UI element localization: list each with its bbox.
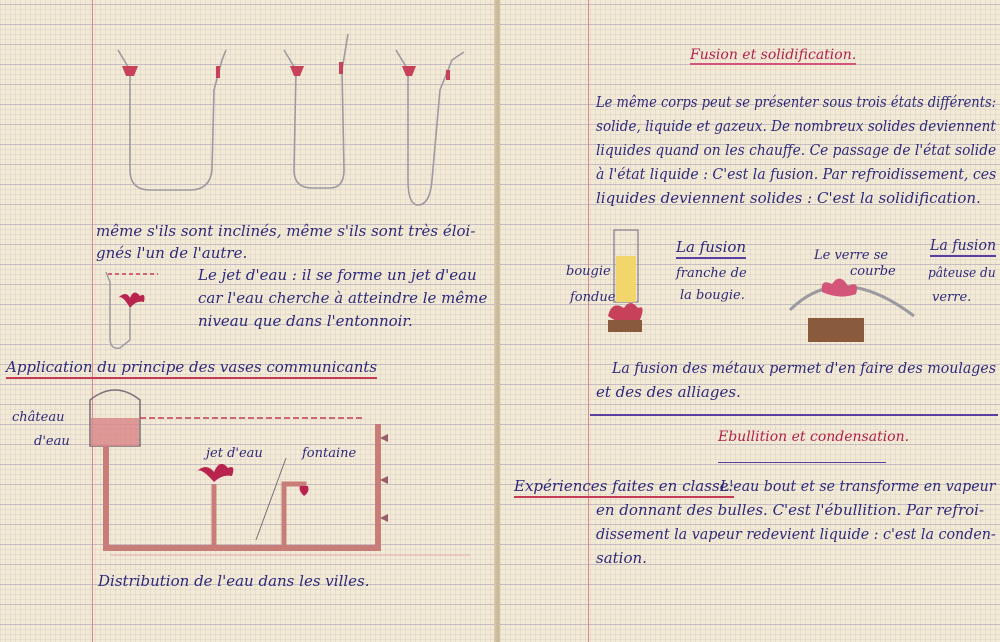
left-line-1: même s'ils sont inclinés, même s'ils sont très éloi- bbox=[96, 222, 476, 240]
fusion-line-3: liquides quand on les chauffe. Ce passage de l'état solide bbox=[596, 141, 997, 159]
fusion-line-2: solide, liquide et gazeux. De nombreux solides deviennent bbox=[596, 117, 996, 135]
experience-line-1: L'eau bout et se transforme en vapeur bbox=[720, 477, 996, 495]
fusion-franche-title bbox=[676, 238, 746, 256]
distribution-caption: Distribution de l'eau dans les villes. bbox=[98, 572, 370, 590]
jet-deau-label: jet d'eau bbox=[206, 446, 263, 461]
fusion-title-text: Fusion et solidification. bbox=[690, 47, 857, 63]
left-page bbox=[0, 0, 496, 642]
fusion-diagram bbox=[500, 220, 1000, 350]
fusion-line-1: Le même corps peut se présenter sous trois états différents: bbox=[596, 93, 997, 111]
metaux-line-1: La fusion des métaux permet d'en faire des moulages bbox=[612, 359, 997, 377]
chateau-label-1: château bbox=[12, 410, 65, 425]
fusion-franche-title-text: La fusion bbox=[676, 238, 746, 259]
application-title bbox=[6, 358, 377, 376]
bougie-label-1: bougie bbox=[566, 264, 611, 279]
vessels-sketch bbox=[0, 0, 496, 220]
ebullition-underline bbox=[718, 462, 886, 463]
experience-label bbox=[514, 477, 734, 495]
verre-label-2: courbe bbox=[850, 264, 896, 279]
experience-line-4: sation. bbox=[596, 549, 647, 567]
pateuse-label-1: pâteuse du bbox=[928, 266, 996, 281]
verre-label-1: Le verre se bbox=[814, 248, 889, 263]
left-line-5: niveau que dans l'entonnoir. bbox=[198, 312, 413, 330]
experience-label-text: Expériences faites en classe: bbox=[514, 477, 734, 498]
experience-line-3: dissement la vapeur redevient liquide : c'est la conden- bbox=[596, 525, 996, 543]
right-page bbox=[500, 0, 1000, 642]
chateau-label-2: d'eau bbox=[34, 434, 70, 449]
fusion-title bbox=[690, 46, 856, 64]
fusion-line-5: liquides deviennent solides : C'est la solidification. bbox=[596, 189, 981, 207]
franche-label-2: la bougie. bbox=[680, 288, 745, 303]
metaux-line-2: et des des alliages. bbox=[596, 383, 741, 401]
left-line-2: gnés l'un de l'autre. bbox=[96, 244, 248, 262]
water-distribution-diagram bbox=[0, 380, 496, 580]
application-title-text: Application du principe des vases communicants bbox=[6, 358, 377, 379]
fusion-pateuse-title bbox=[930, 236, 996, 254]
fontaine-label: fontaine bbox=[302, 446, 357, 461]
franche-label-1: franche de bbox=[676, 266, 747, 281]
jet-deau-sketch bbox=[100, 268, 160, 358]
experience-line-2: en donnant des bulles. C'est l'ébullition. Par refroi- bbox=[596, 501, 985, 519]
pateuse-label-2: verre. bbox=[932, 290, 972, 305]
ebullition-title: Ebullition et condensation. bbox=[718, 429, 910, 445]
left-line-3: Le jet d'eau : il se forme un jet d'eau bbox=[198, 266, 477, 284]
fusion-line-4: à l'état liquide : C'est la fusion. Par refroidissement, ces bbox=[596, 165, 997, 183]
left-line-4: car l'eau cherche à atteindre le même bbox=[198, 289, 488, 307]
bougie-label-2: fondue bbox=[570, 290, 616, 305]
fusion-pateuse-title-text: La fusion bbox=[930, 236, 996, 257]
section-divider bbox=[590, 414, 998, 416]
